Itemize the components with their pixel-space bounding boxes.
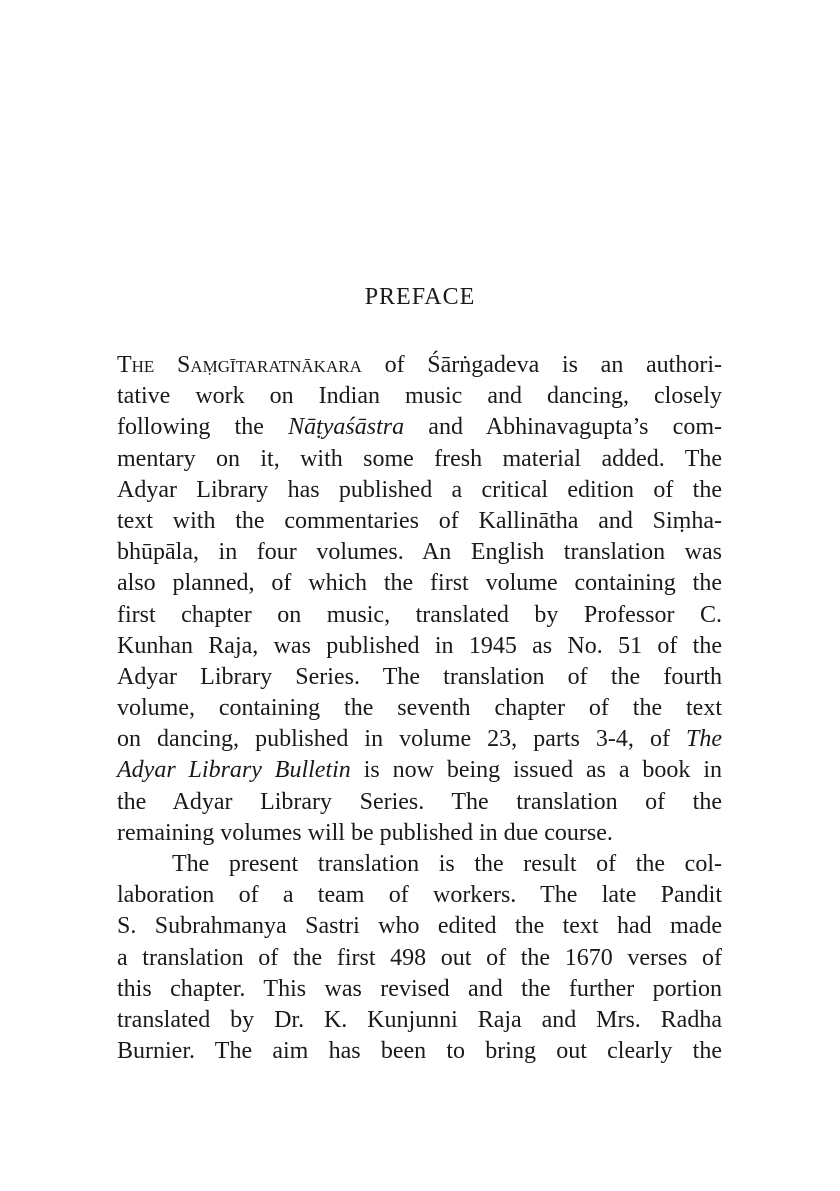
text-line <box>117 662 722 693</box>
text-segment: and Abhinavagupta’s com- <box>404 414 722 441</box>
text-line <box>117 880 722 911</box>
text-line <box>117 506 722 537</box>
text-line <box>117 381 722 412</box>
text-line <box>117 724 722 755</box>
text-line <box>117 693 722 724</box>
text-line <box>117 818 722 849</box>
text-segment: translated by Dr. K. Kunjunni Raja and Mrs. Radha <box>117 1006 722 1033</box>
text-segment: S. Subrahmanya Sastri who edited the text had made <box>117 913 722 940</box>
text-segment: laboration of a team of workers. The late Pandit <box>117 882 722 909</box>
text-segment: text with the commentaries of Kallinātha and Siṃha- <box>117 507 722 534</box>
text-segment: volume, containing the seventh chapter of the text <box>117 695 722 722</box>
text-line <box>117 537 722 568</box>
text-segment: tative work on Indian music and dancing, closely <box>117 383 722 410</box>
text-line <box>117 475 722 506</box>
text-segment: bhūpāla, in four volumes. An English translation was <box>117 539 722 566</box>
paragraph <box>117 350 722 849</box>
text-line <box>117 849 722 880</box>
text-segment: Burnier. The aim has been to bring out clearly the <box>117 1038 722 1065</box>
text-line <box>117 350 722 381</box>
page-title: PREFACE <box>364 284 476 310</box>
text-line <box>117 911 722 942</box>
text-line <box>117 1036 722 1067</box>
text-segment: Adyar Library Bulletin <box>117 757 351 784</box>
text-line <box>117 787 722 818</box>
text-line <box>117 444 722 475</box>
text-segment: remaining volumes will be published in due course. <box>117 819 613 846</box>
text-segment: The <box>686 726 722 753</box>
text-line <box>117 631 722 662</box>
text-segment: first chapter on music, translated by Professor C. <box>117 601 722 628</box>
preface-body <box>117 350 722 1067</box>
text-segment: a translation of the first 498 out of the 1670 verses of <box>117 944 722 971</box>
text-segment: following the <box>117 414 289 441</box>
text-segment: Adyar Library Series. The translation of the fourth <box>117 663 722 690</box>
text-segment: Nāṭyaśāstra <box>288 414 405 441</box>
text-segment: Adyar Library has published a critical edition of the <box>117 476 722 503</box>
text-segment: Kunhan Raja, was published in 1945 as No. 51 of the <box>117 632 722 659</box>
text-segment: this chapter. This was revised and the further portion <box>117 975 722 1002</box>
text-segment: the Adyar Library Series. The translation of the <box>117 788 722 815</box>
text-line <box>117 412 722 443</box>
text-segment: is now being issued as a book in <box>350 757 722 784</box>
text-segment: mentary on it, with some fresh material added. The <box>117 445 722 472</box>
text-segment: The Saṃgītaratnākara <box>117 352 362 378</box>
text-line <box>117 943 722 974</box>
text-segment: also planned, of which the first volume containing the <box>117 570 722 597</box>
text-segment: on dancing, published in volume 23, parts 3-4, of <box>117 726 686 753</box>
text-line <box>117 1005 722 1036</box>
paragraph <box>117 849 722 1067</box>
text-segment: of Śārṅgadeva is an authori- <box>361 352 723 378</box>
text-segment: The present translation is the result of the col- <box>172 851 722 877</box>
text-line <box>117 568 722 599</box>
text-line <box>117 974 722 1005</box>
text-line <box>117 755 722 786</box>
text-line <box>117 600 722 631</box>
